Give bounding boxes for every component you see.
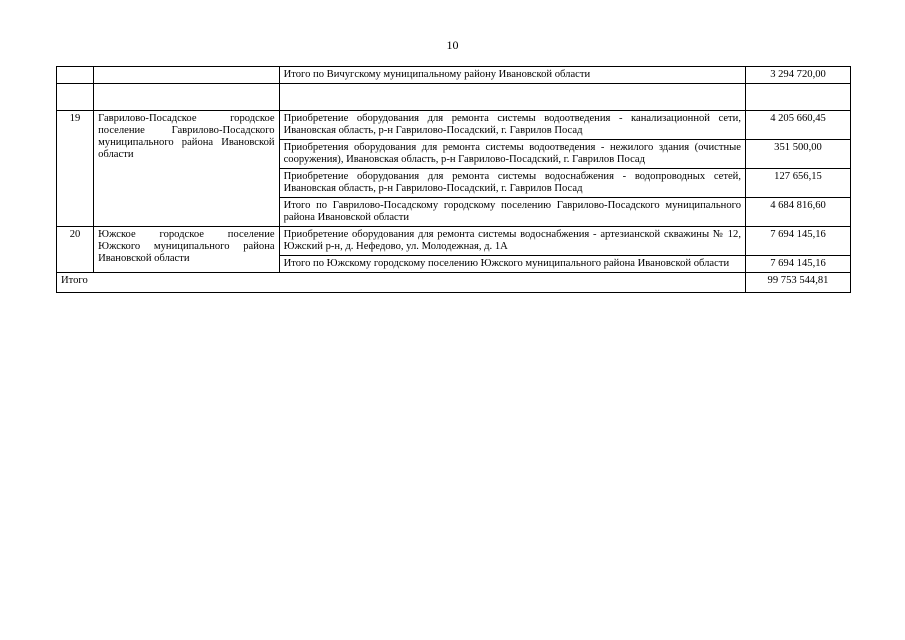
empty-cell [746, 84, 851, 111]
recipient-name: Гаврилово-Посадское городское поселение Гаврилово-Посадского муниципального района Ивановской области [94, 111, 280, 227]
funding-table [56, 66, 851, 293]
item-description: Приобретение оборудования для ремонта системы водоснабжения - артезианской скважины № 12, Южский р-н, д. Нефедово, ул. Молодежная, д. 1А [279, 227, 745, 256]
grand-total-sum: 99 753 544,81 [746, 273, 851, 293]
row-number: 19 [57, 111, 94, 227]
subtotal-sum: 7 694 145,16 [746, 256, 851, 273]
table-row [57, 67, 851, 84]
empty-cell [279, 84, 745, 111]
table-row [57, 227, 851, 256]
item-description: Приобретение оборудования для ремонта системы водоснабжения - водопроводных сетей, Ивановская область, р-н Гаврилово-Посадский, г. Гаврилов Посад [279, 169, 745, 198]
item-sum: 4 205 660,45 [746, 111, 851, 140]
grand-total-label: Итого [57, 273, 746, 293]
row-number [57, 67, 94, 84]
page-number: 10 [446, 38, 459, 52]
subtotal-sum: 4 684 816,60 [746, 198, 851, 227]
recipient-name [94, 67, 280, 84]
subtotal-description: Итого по Вичугскому муниципальному району Ивановской области [279, 67, 745, 84]
subtotal-sum: 3 294 720,00 [746, 67, 851, 84]
row-number: 20 [57, 227, 94, 273]
item-sum: 351 500,00 [746, 140, 851, 169]
subtotal-description: Итого по Гаврилово-Посадскому городскому поселению Гаврилово-Посадского муниципального района Ивановской области [279, 198, 745, 227]
item-description: Приобретения оборудования для ремонта системы водоотведения - нежилого здания (очистные сооружения), Ивановская область, р-н Гаврилово-Посадский, г. Гаврилов Посад [279, 140, 745, 169]
empty-cell [94, 84, 280, 111]
recipient-name: Южское городское поселение Южского муниципального района Ивановской области [94, 227, 280, 273]
subtotal-description: Итого по Южскому городскому поселению Южского муниципального района Ивановской области [279, 256, 745, 273]
table-row [57, 111, 851, 140]
table-row [57, 84, 851, 111]
table-row [57, 273, 851, 293]
item-sum: 127 656,15 [746, 169, 851, 198]
item-description: Приобретение оборудования для ремонта системы водоотведения - канализационной сети, Ивановская область, р-н Гаврилово-Посадский, г. Гаврилов Посад [279, 111, 745, 140]
item-sum: 7 694 145,16 [746, 227, 851, 256]
empty-cell [57, 84, 94, 111]
